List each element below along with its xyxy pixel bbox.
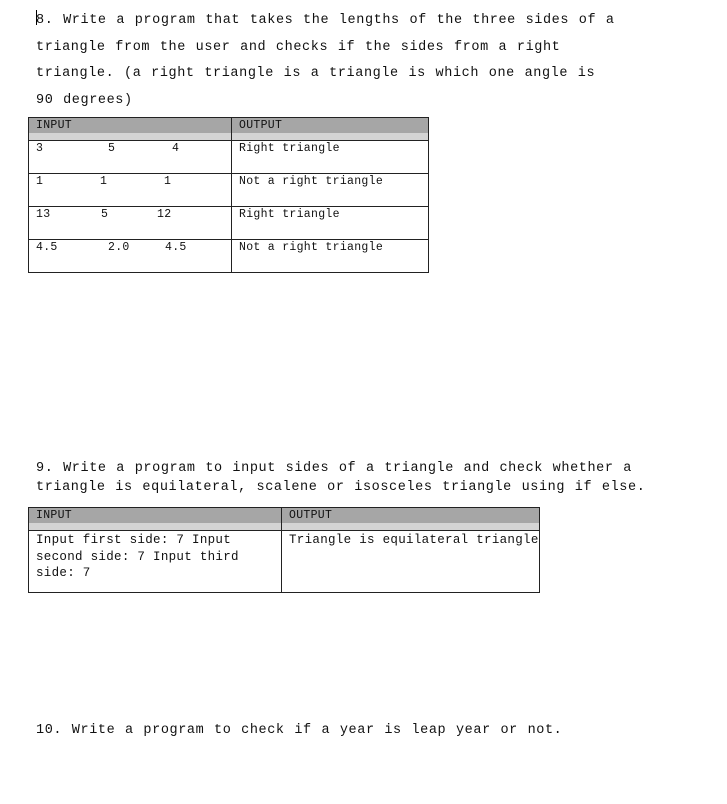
- table-header-row: [29, 508, 540, 524]
- input-cell: [29, 174, 232, 207]
- input-header: INPUT: [29, 508, 282, 524]
- output-header: OUTPUT: [282, 508, 540, 524]
- question-8-io-table: [28, 117, 429, 273]
- question-8: [36, 8, 616, 115]
- input-side-a: 4.5: [36, 241, 58, 254]
- header-spacer-row: [29, 523, 540, 531]
- input-side-a: 13: [36, 208, 51, 221]
- output-cell: Not a right triangle: [232, 240, 429, 273]
- input-side-b: 5: [108, 142, 116, 155]
- input-side-c: 4.5: [165, 241, 187, 254]
- output-header: OUTPUT: [232, 118, 429, 134]
- header-spacer-row: [29, 133, 429, 141]
- input-header: INPUT: [29, 118, 232, 134]
- table-row: [29, 531, 540, 593]
- input-cell: [29, 240, 232, 273]
- input-side-c: 1: [164, 175, 172, 188]
- table-row: [29, 141, 429, 174]
- table-row: [29, 240, 429, 273]
- question-8-text: Write a program that takes the lengths of the three sides of a triangle from the user and checks if the sides from a right triangle. (a right triangle is a triangle is which one angle is 90 degrees): [36, 13, 615, 109]
- question-9-io-table: [28, 507, 540, 593]
- input-side-c: 12: [157, 208, 172, 221]
- input-side-b: 5: [101, 208, 109, 221]
- question-8-number: 8.: [36, 13, 54, 28]
- input-cell: [29, 207, 232, 240]
- output-cell: Right triangle: [232, 141, 429, 174]
- table-row: [29, 207, 429, 240]
- output-cell: Right triangle: [232, 207, 429, 240]
- input-side-a: 3: [36, 142, 44, 155]
- table-header-row: [29, 118, 429, 134]
- input-side-b: 1: [100, 175, 108, 188]
- input-cell: [29, 141, 232, 174]
- input-side-c: 4: [172, 142, 180, 155]
- input-side-b: 2.0: [108, 241, 130, 254]
- output-cell: Triangle is equilateral triangle: [282, 531, 540, 593]
- input-cell: Input first side: 7 Input second side: 7 Input third side: 7: [29, 531, 282, 593]
- question-9: 9. Write a program to input sides of a triangle and check whether a triangle is equilateral, scalene or isosceles triangle using if else.: [36, 461, 646, 495]
- question-10: 10. Write a program to check if a year is leap year or not.: [36, 723, 563, 738]
- input-side-a: 1: [36, 175, 44, 188]
- output-cell: Not a right triangle: [232, 174, 429, 207]
- table-row: [29, 174, 429, 207]
